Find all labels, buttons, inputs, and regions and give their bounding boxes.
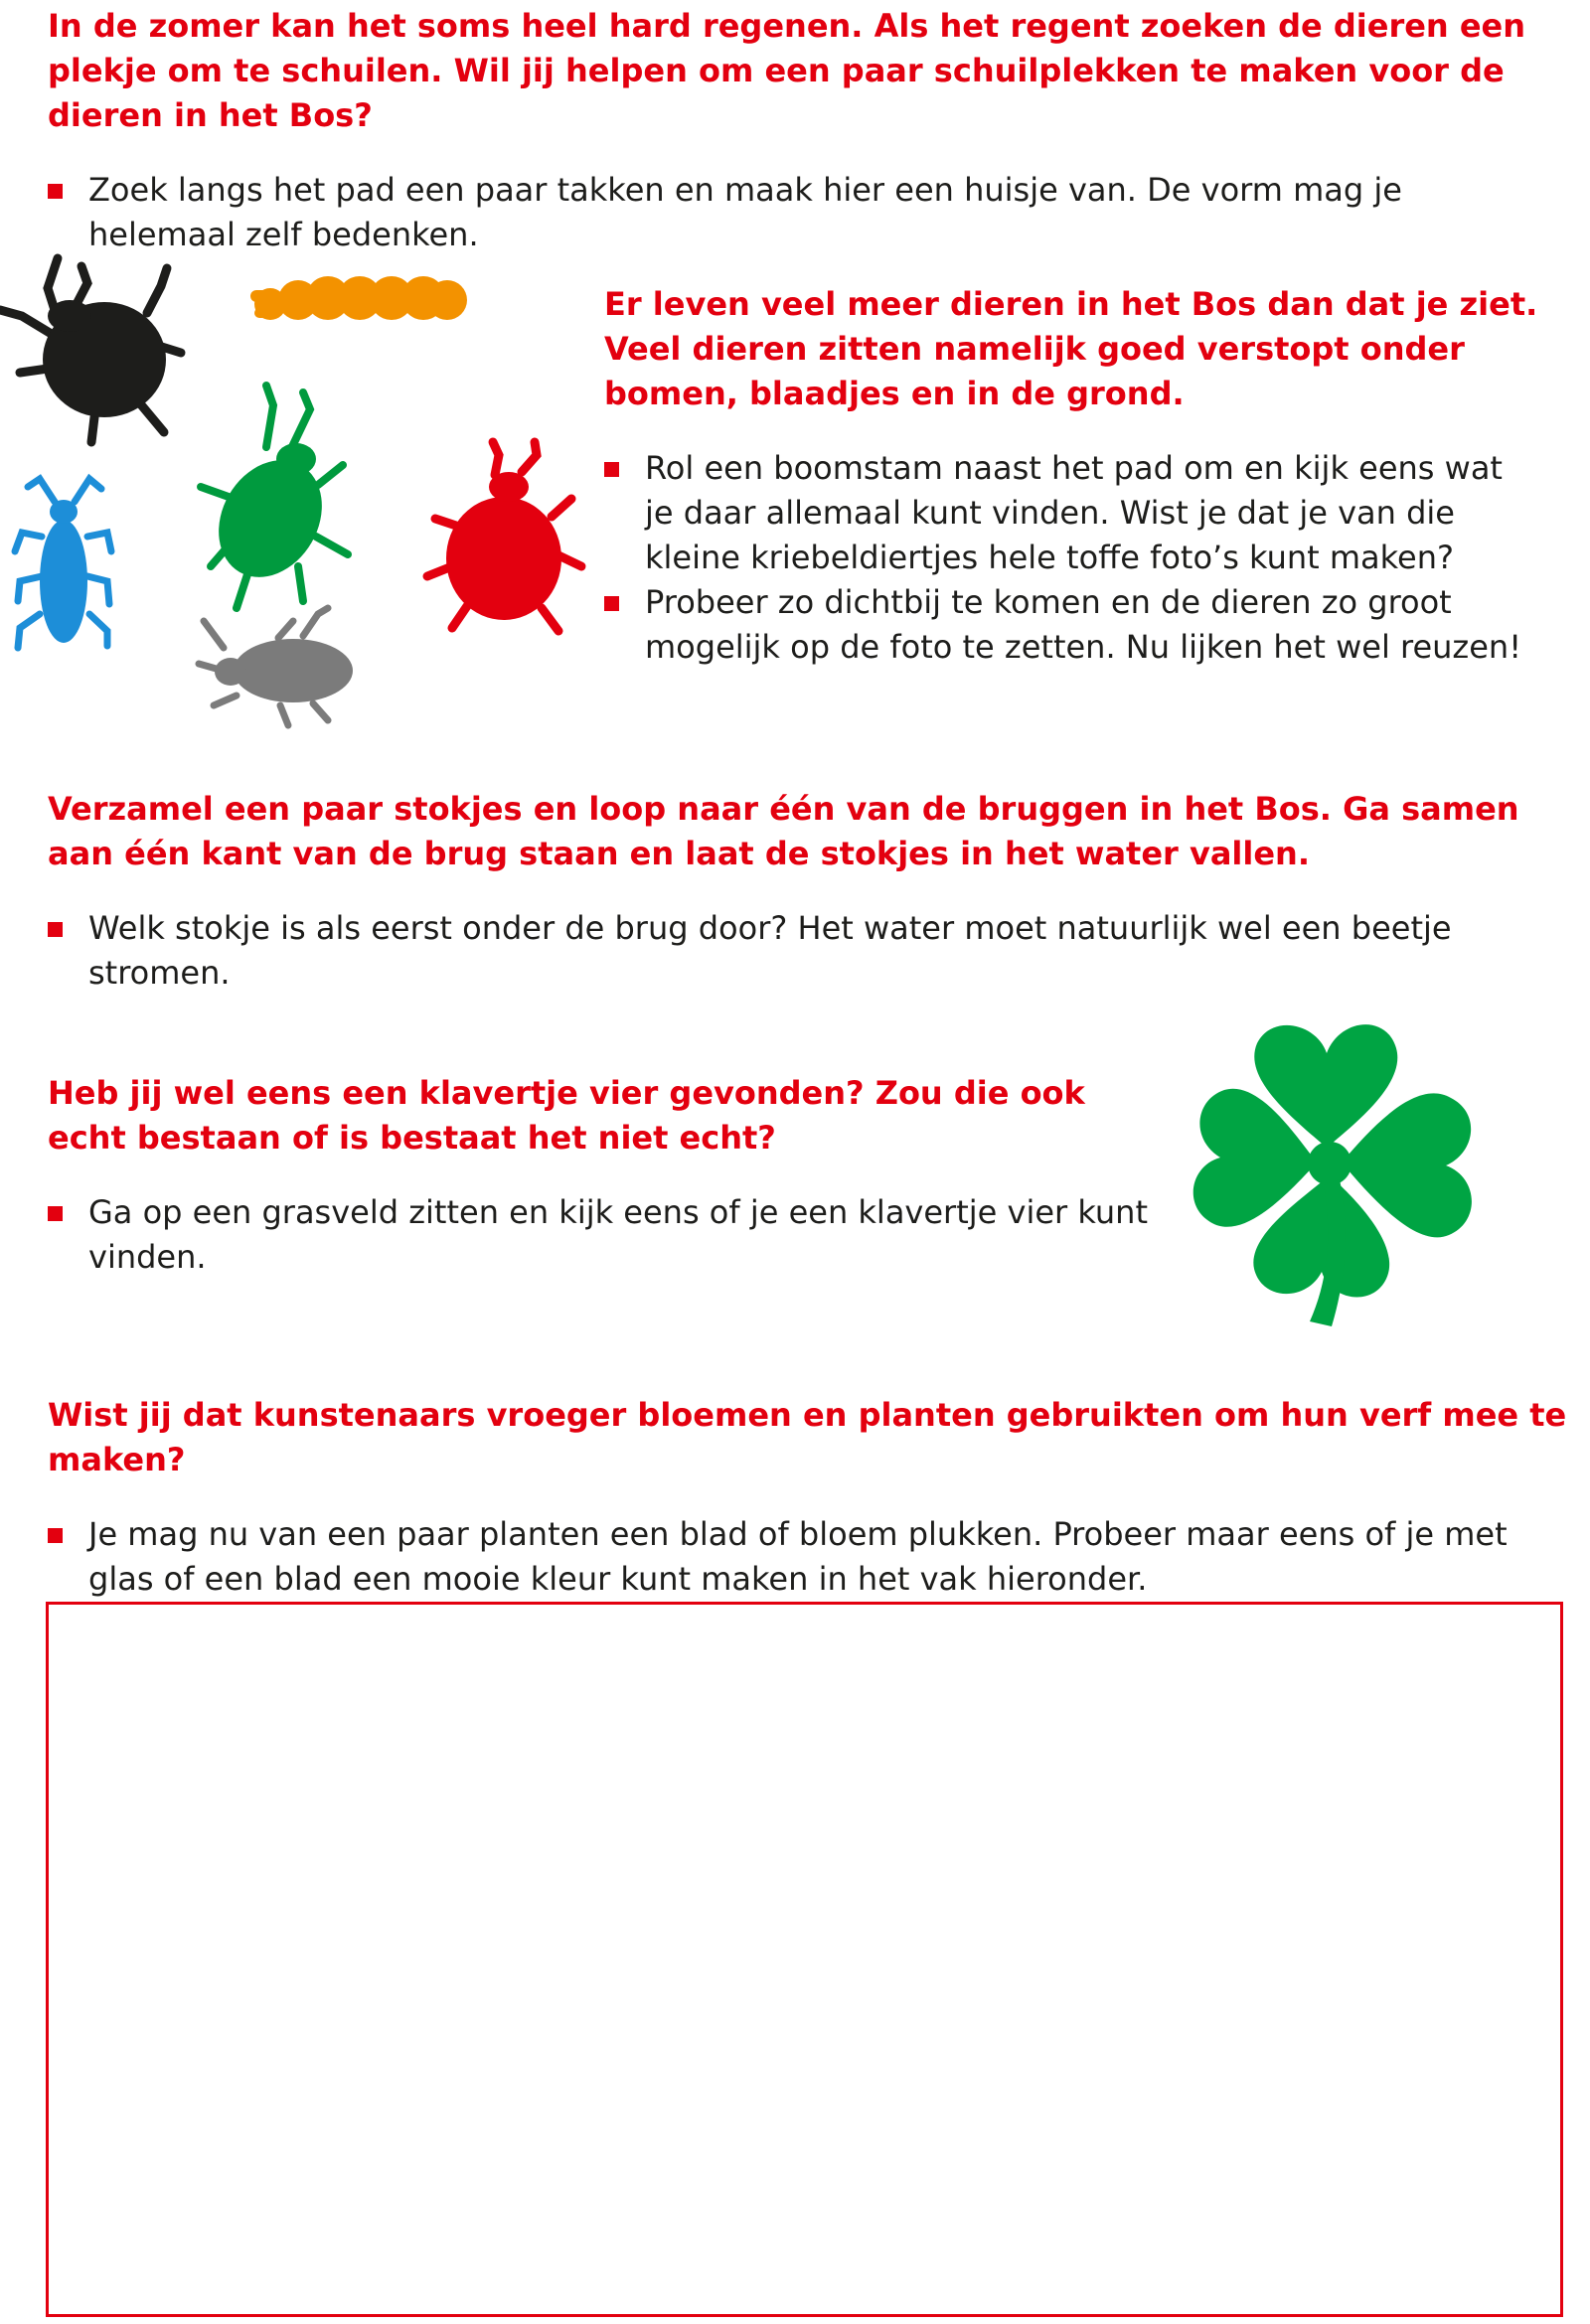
list-item-text: Ga op een grasveld zitten en kijk eens of je een klavertje vier kunt vinden. [88,1193,1148,1276]
list-item-text: Rol een boomstam naast het pad om en kijk eens wat je daar allemaal kunt vinden. Wist je dat je van die kleine kriebeldiertjes hele toffe foto’s kunt maken? [645,449,1503,576]
section-heading: In de zomer kan het soms heel hard regenen. Als het regent zoeken de dieren een plekje om te schuilen. Wil jij helpen om een paar schuilplekken te maken voor de dieren in het Bos? [48,7,1526,134]
green-beetle-icon [198,386,348,608]
color-drawing-box [46,1602,1563,2317]
bullet-square-icon [604,596,619,611]
bullet-square-icon [48,922,63,937]
section-heading: Verzamel een paar stokjes en loop naar één van de bruggen in het Bos. Ga samen aan één kant van de brug staan en laat de stokjes in het water vallen. [48,790,1519,872]
section-heading: Heb jij wel eens een klavertje vier gevonden? Zou die ook echt bestaan of is bestaat het niet echt? [48,1074,1085,1157]
section-plant-paint [48,1393,1568,1602]
list-item [604,446,1538,580]
list-item-text: Welk stokje is als eerst onder de brug door? Het water moet natuurlijk wel een beetje stromen. [88,909,1452,992]
list-item [48,1512,1568,1602]
list-item-text: Zoek langs het pad een paar takken en maak hier een huisje van. De vorm mag je helemaal zelf bedenken. [88,171,1402,253]
list-item [48,1190,1151,1280]
tick-icon [0,258,181,442]
bullet-list [48,1512,1568,1602]
section-heading: Wist jij dat kunstenaars vroeger bloemen en planten gebruikten om hun verf mee te maken? [48,1396,1567,1478]
section-heading: Er leven veel meer dieren in het Bos dan dat je ziet. Veel dieren zitten namelijk goed verstopt onder bomen, blaadjes en in de grond. [604,285,1538,412]
list-item [48,906,1568,996]
section-bridge-sticks [48,787,1568,996]
bullet-square-icon [48,184,63,199]
bullet-square-icon [48,1206,63,1221]
bullet-square-icon [604,462,619,477]
section-clover [48,1071,1151,1280]
list-item [604,580,1538,670]
list-item-text: Je mag nu van een paar planten een blad of bloem plukken. Probeer maar eens of je met glas of een blad een mooie kleur kunt maken in het vak hieronder. [88,1515,1508,1598]
bullet-list [48,1190,1151,1280]
red-tick-icon [427,442,581,631]
section-hidden-animals [604,282,1538,670]
bullet-square-icon [48,1528,63,1543]
section-shelter [48,4,1558,257]
insects-illustration [0,238,596,735]
four-leaf-clover-icon [1183,1018,1501,1336]
blue-beetle-icon [15,479,111,648]
bullet-list [604,446,1538,670]
list-item-text: Probeer zo dichtbij te komen en de dieren zo groot mogelijk op de foto te zetten. Nu lijken het wel reuzen! [645,583,1522,666]
larva-icon [250,276,467,320]
bullet-list [48,906,1568,996]
gray-beetle-icon [199,608,353,725]
